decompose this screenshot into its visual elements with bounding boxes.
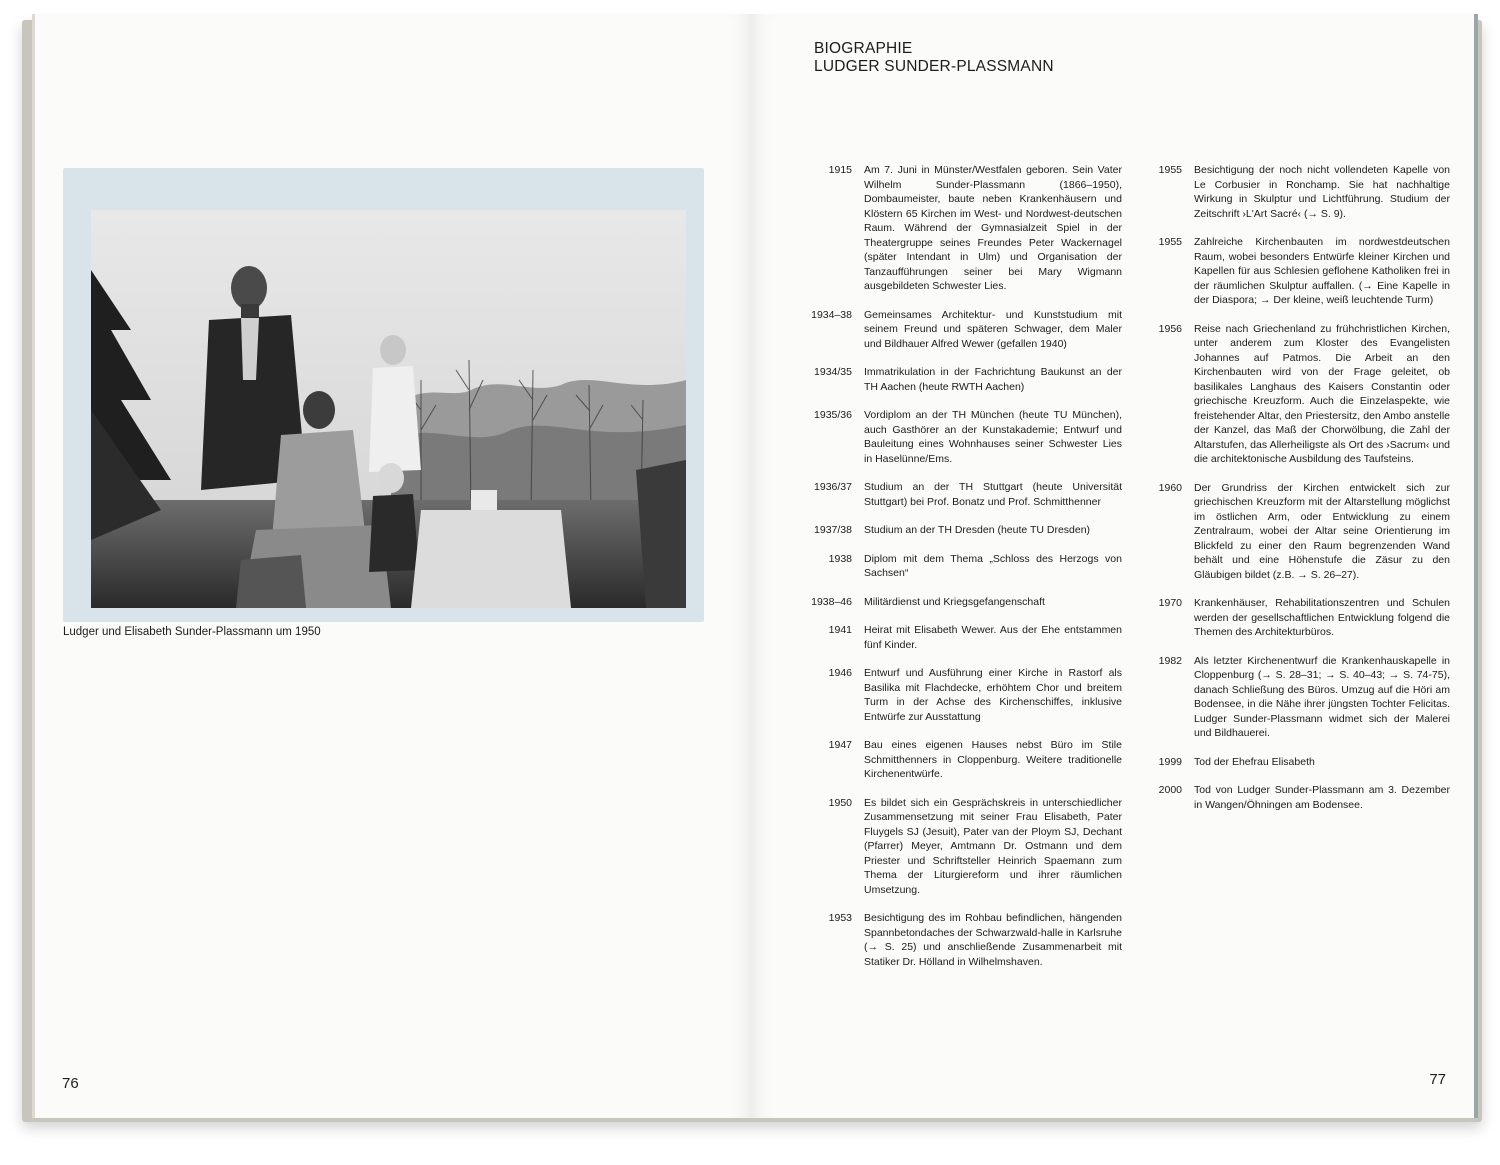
timeline-entry	[802, 796, 1122, 898]
timeline-year: 1938	[828, 552, 852, 565]
timeline-text: Reise nach Griechenland zu frühchristlichen Kirchen, unter anderem zum Kloster des Evangelisten Johannes auf Patmos. Die Arbeit an den Kirchenbauten wird von der Frage geleitet, ob basilikales Langhaus des Kaisers Constantin oder griechische Kreuzform. Auch die Einzelaspekte, wie freistehender Altar, den Priestersitz, den Ambo anstelle der Kanzel, das Maß der Chorwölbung, die Zahl der Altarstufen, das Allerheiligste als Ort des ›Sacrum‹ und die architektonische Ausbildung des Taufsteins.	[1194, 322, 1450, 465]
timeline-entry	[802, 408, 1122, 466]
timeline-entry	[1154, 783, 1450, 812]
timeline-year: 1941	[828, 624, 852, 636]
left-page	[32, 14, 753, 1118]
timeline-text: Entwurf und Ausführung einer Kirche in Rastorf als Basilika mit Flachdecke, erhöhtem Chor und breitem Turm in der Achse des Kirchenschiffes, inklusive Entwürfe zur Ausstattung	[864, 667, 1122, 723]
timeline-entry	[802, 595, 1122, 610]
timeline-text: Diplom mit dem Thema „Schloss des Herzogs von Sachsen“	[864, 552, 1122, 579]
right-page	[750, 14, 1478, 1118]
timeline-year: 1950	[828, 796, 852, 809]
timeline-text: Tod von Ludger Sunder-Plassmann am 3. Dezember in Wangen/Öhningen am Bodensee.	[1194, 784, 1450, 811]
timeline-entry	[802, 163, 1122, 294]
biography-heading	[814, 40, 1054, 76]
timeline-year: 1955	[1158, 164, 1182, 176]
timeline-year: 2000	[1158, 784, 1182, 796]
timeline-text: Heirat mit Elisabeth Wewer. Aus der Ehe entstammen fünf Kinder.	[864, 624, 1122, 651]
timeline-year: 1935/36	[814, 409, 852, 421]
timeline-text: Tod der Ehefrau Elisabeth	[1194, 755, 1315, 768]
timeline-text: Studium an der TH Stuttgart (heute Universität Stuttgart) bei Prof. Bonatz und Prof. Schmitthenner	[864, 481, 1122, 508]
timeline-text: Bau eines eigenen Hauses nebst Büro im Stile Schmitthenners in Cloppenburg. Weitere traditionelle Kirchenentwürfe.	[864, 739, 1122, 780]
timeline-entry	[802, 365, 1122, 394]
timeline-year: 1982	[1158, 654, 1182, 667]
family-photo	[91, 210, 686, 608]
timeline-text: Immatrikulation in der Fachrichtung Baukunst an der TH Aachen (heute RWTH Aachen)	[864, 366, 1122, 393]
timeline-year: 1937/38	[814, 524, 852, 536]
heading-line-1: BIOGRAPHIE	[814, 40, 913, 57]
timeline-entry	[1154, 322, 1450, 467]
timeline-text: Zahlreiche Kirchenbauten im nordwestdeutschen Raum, wobei besonders Entwürfe kleiner Kirchen und Kapellen für aus Schlesien geflohene Katholiken frei in der räumlichen Skulptur auffallen. (→ Eine Kapelle in der Diaspora; → Der kleine, weiß leuchtende Turm)	[1194, 236, 1450, 306]
timeline-entry	[1154, 481, 1450, 583]
timeline-year: 1946	[828, 667, 852, 679]
timeline-text: Krankenhäuser, Rehabilitationszentren und Schulen werden der gesellschaftlichen Entwicklung folgend die Themen des Architekturbüros.	[1194, 597, 1450, 638]
timeline-year: 1915	[828, 164, 852, 176]
timeline-text: Vordiplom an der TH München (heute TU München), auch Gasthörer an der Kunstakademie; Entwurf und Bauleitung eines Wohnhauses seiner Schwester Lies in Haselünne/Ems.	[864, 409, 1122, 465]
timeline-text: Gemeinsames Architektur- und Kunststudium mit seinem Freund und späteren Schwager, dem Maler und Bildhauer Alfred Wewer (gefallen 1940)	[864, 308, 1122, 350]
timeline-entry	[802, 738, 1122, 782]
timeline-text: Als letzter Kirchenentwurf die Krankenhauskapelle in Cloppenburg (→ S. 28–31; → S. 40–43; → S. 74-75), danach Schließung des Büros. Umzug auf die Höri am Bodensee, in die Nähe ihrer jüngsten Tochter Felicitas. Ludger Sunder-Plassmann widmet sich der Malerei und Bildhauerei.	[1194, 654, 1450, 739]
timeline-column-right	[1154, 163, 1450, 826]
timeline-text: Besichtigung der noch nicht vollendeten Kapelle von Le Corbusier in Ronchamp. Sie hat nachhaltige Wirkung in Skulptur und Lichtführung. Studium der Zeitschrift ›L'Art Sacré‹ (→ S. 9).	[1194, 164, 1450, 220]
timeline-year: 1955	[1158, 236, 1182, 248]
timeline-year: 1947	[828, 739, 852, 751]
page-number-right: 77	[1429, 1071, 1446, 1088]
timeline-entry	[802, 480, 1122, 509]
timeline-text: Der Grundriss der Kirchen entwickelt sich zur griechischen Kreuzform mit der Altarstellung möglichst im östlichen Arm, oder Entwicklung zu einem Zentralraum, wobei der Altar seine Orientierung im Blickfeld zu einer den Raum begrenzenden Wand behält und eine Höhenstufe die Zäsur zu den Gläubigen bildet (z.B. → S. 26–27).	[1194, 481, 1450, 581]
timeline-year: 1970	[1158, 597, 1182, 609]
timeline-entry	[1154, 755, 1450, 770]
timeline-entry	[802, 552, 1122, 581]
timeline-year: 1934–38	[811, 308, 852, 321]
timeline-entry	[802, 523, 1122, 538]
page-number-left: 76	[62, 1075, 79, 1092]
timeline-year: 1938–46	[811, 595, 852, 608]
timeline-entry	[1154, 596, 1450, 640]
timeline-entry	[802, 308, 1122, 352]
timeline-entry	[802, 911, 1122, 969]
timeline-year: 1934/35	[814, 366, 852, 378]
timeline-text: Es bildet sich ein Gesprächskreis in unterschiedlicher Zusammensetzung mit seiner Frau Elisabeth, Pater Fluygels SJ (Jesuit), Pater van der Ploym SJ, Dechant (Pfarrer) Meyer, Amtmann Dr. Ostmann und dem Priester und Schriftsteller Heinrich Spaemann zum Thema der Liturgiereform und ihrer räumlichen Umsetzung.	[864, 796, 1122, 896]
timeline-entry	[802, 666, 1122, 724]
heading-line-2: LUDGER SUNDER-PLASSMANN	[814, 58, 1054, 75]
timeline-year: 1936/37	[814, 481, 852, 493]
photo-caption: Ludger und Elisabeth Sunder-Plassmann um 1950	[63, 626, 321, 638]
timeline-year: 1953	[828, 912, 852, 924]
timeline-entry	[802, 623, 1122, 652]
photo-frame	[63, 168, 704, 622]
timeline-year: 1960	[1158, 481, 1182, 494]
timeline-year: 1956	[1158, 322, 1182, 335]
timeline-text: Studium an der TH Dresden (heute TU Dresden)	[864, 524, 1091, 536]
timeline-text: Besichtigung des im Rohbau befindlichen, hängenden Spannbetondaches der Schwarzwald-halle in Karlsruhe (→ S. 25) und anschließende Zusammenarbeit mit Statiker Dr. Hölland in Wilhelmshaven.	[864, 912, 1122, 968]
timeline-text: Am 7. Juni in Münster/Westfalen geboren. Sein Vater Wilhelm Sunder-Plassmann (1866–1950), Dombaumeister, baute neben Krankenhäusern und Klöstern 65 Kirchen im West- und Nordwest-deutschen Raum. Während der Gymnasialzeit Spiel in der Theatergruppe seines Freundes Peter Wackernagel (später Intendant in Ulm) und Organisation der Tanzaufführungen seiner bei Mary Wigmann ausgebildeten Schwester Lies.	[864, 164, 1122, 292]
timeline-entry	[1154, 163, 1450, 221]
timeline-entry	[1154, 235, 1450, 308]
timeline-entry	[1154, 654, 1450, 741]
timeline-text: Militärdienst und Kriegsgefangenschaft	[864, 595, 1045, 608]
timeline-year: 1999	[1158, 755, 1182, 768]
timeline-column-left	[802, 163, 1122, 983]
